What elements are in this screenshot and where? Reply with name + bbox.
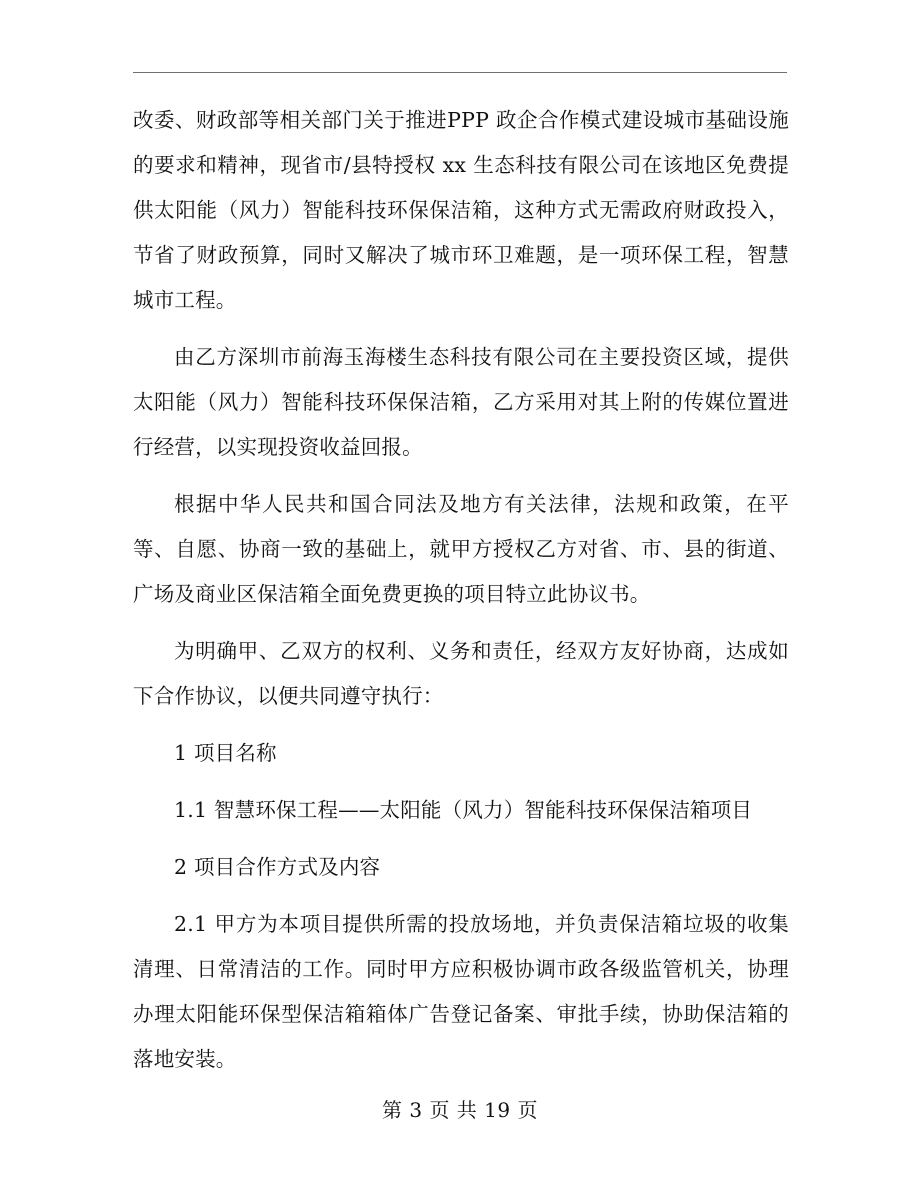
section-item-2-1: 2.1 甲方为本项目提供所需的投放场地，并负责保洁箱垃圾的收集清理、日常清洁的工作。同时甲方应积极协调市政各级监管机关，协理办理太阳能环保型保洁箱箱体广告登记备案、审批手续，协助保洁箱的落地安装。	[133, 912, 789, 1071]
page-number-footer: 第 3 页 共 19 页	[382, 1098, 538, 1122]
paragraph-gap	[133, 719, 789, 731]
document-body	[133, 98, 789, 1082]
paragraph-investment: 由乙方深圳市前海玉海楼生态科技有限公司在主要投资区域，提供太阳能（风力）智能科技环保保洁箱，乙方采用对其上附的传媒位置进行经营，以实现投资收益回报。	[133, 345, 789, 459]
paragraph-purpose: 为明确甲、乙双方的权利、义务和责任，经双方友好协商，达成如下合作协议，以便共同遵守执行：	[133, 639, 789, 708]
paragraph-gap	[133, 617, 789, 629]
paragraph-gap	[133, 470, 789, 482]
paragraph-gap	[133, 833, 789, 845]
paragraph-continuation: 改委、财政部等相关部门关于推进PPP 政企合作模式建设城市基础设施的要求和精神，现省市/县特授权 xx 生态科技有限公司在该地区免费提供太阳能（风力）智能科技环保保洁箱，这种方式无需政府财政投入，节省了财政预算，同时又解决了城市环卫难题，是一项环保工程，智慧城市工程。	[133, 108, 789, 312]
section-heading-cooperation: 2 项目合作方式及内容	[174, 855, 381, 879]
section-item-1-1: 1.1 智慧环保工程——太阳能（风力）智能科技环保保洁箱项目	[174, 798, 753, 822]
section-heading-project-name: 1 项目名称	[174, 741, 277, 765]
paragraph-gap	[133, 776, 789, 788]
paragraph-gap	[133, 323, 789, 335]
paragraph-legal-basis: 根据中华人民共和国合同法及地方有关法律，法规和政策，在平等、自愿、协商一致的基础上，就甲方授权乙方对省、市、县的街道、广场及商业区保洁箱全面免费更换的项目特立此协议书。	[133, 492, 789, 606]
paragraph-gap	[133, 890, 789, 902]
header-rule	[133, 72, 787, 73]
